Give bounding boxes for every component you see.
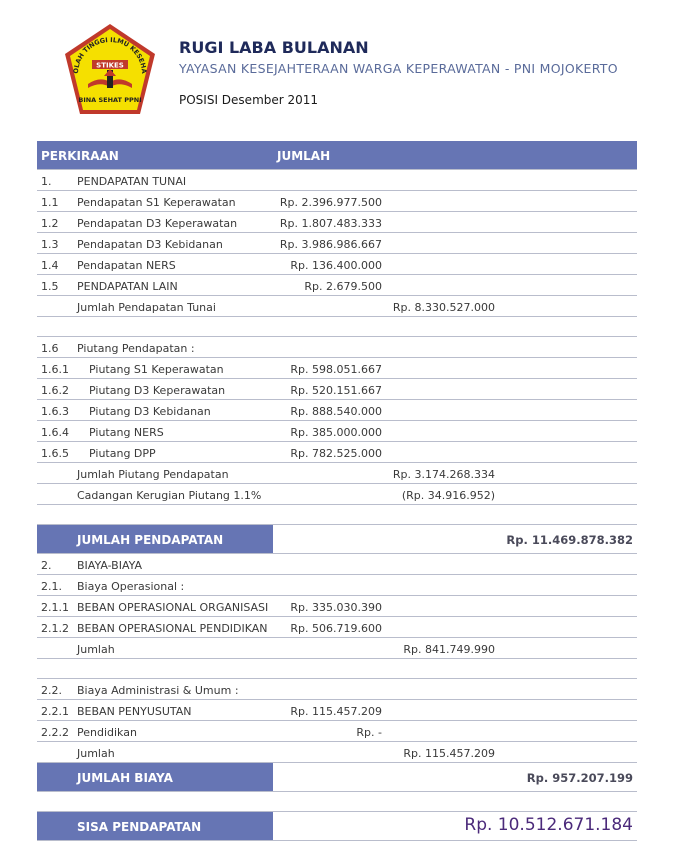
section-row — [37, 679, 637, 700]
row-label: Pendapatan NERS — [77, 259, 176, 272]
spacer-row — [37, 317, 637, 337]
row-label: BIAYA-BIAYA — [77, 559, 143, 572]
row-number: 1.6.1 — [41, 363, 69, 376]
report-title: RUGI LABA BULANAN — [179, 38, 369, 57]
table-row — [37, 254, 637, 275]
total-expense-amount: Rp. 957.207.199 — [526, 771, 633, 785]
header-jumlah: JUMLAH — [277, 149, 331, 163]
row-amount: Rp. 115.457.209 — [290, 705, 382, 718]
row-number: 2.2.1 — [41, 705, 69, 718]
spacer-row — [37, 505, 637, 525]
row-amount: Rp. - — [356, 726, 382, 739]
header-perkiraan: PERKIRAAN — [41, 149, 119, 163]
row-number: 1.6.3 — [41, 405, 69, 418]
total-expense-label: JUMLAH BIAYA — [77, 771, 173, 785]
row-amount: Rp. 3.986.986.667 — [279, 238, 382, 251]
row-total: Rp. 115.457.209 — [403, 747, 495, 760]
row-label: Pendapatan S1 Keperawatan — [77, 196, 236, 209]
income-statement-table — [37, 141, 637, 841]
row-label: PENDAPATAN TUNAI — [77, 175, 187, 188]
row-number: 1. — [41, 175, 52, 188]
subtotal-row — [37, 638, 637, 659]
section-row — [37, 554, 637, 575]
table-row — [37, 617, 637, 638]
logo-bottom-text: BINA SEHAT PPNI — [78, 96, 142, 104]
row-number: 1.3 — [41, 238, 59, 251]
row-amount: Rp. 782.525.000 — [290, 447, 382, 460]
row-number: 1.4 — [41, 259, 59, 272]
net-income-label: SISA PENDAPATAN — [77, 820, 202, 834]
table-row — [37, 212, 637, 233]
row-amount: Rp. 520.151.667 — [290, 384, 382, 397]
row-amount: Rp. 506.719.600 — [290, 622, 382, 635]
subtotal-row — [37, 296, 637, 317]
row-number: 2.2. — [41, 684, 62, 697]
table-row — [37, 721, 637, 742]
row-number: 1.6.4 — [41, 426, 69, 439]
row-number: 2.1.1 — [41, 601, 69, 614]
table-row — [37, 596, 637, 617]
row-number: 1.6 — [41, 342, 59, 355]
table-row — [37, 191, 637, 212]
row-number: 2.2.2 — [41, 726, 69, 739]
section-row — [37, 337, 637, 358]
total-income-amount: Rp. 11.469.878.382 — [506, 533, 633, 547]
stikes-logo — [60, 22, 160, 122]
subtotal-row — [37, 463, 637, 484]
subtotal-row — [37, 742, 637, 763]
row-number: 2.1.2 — [41, 622, 69, 635]
row-label: Cadangan Kerugian Piutang 1.1% — [77, 489, 262, 502]
spacer-row — [37, 792, 637, 812]
table-row — [37, 275, 637, 296]
allowance-row — [37, 484, 637, 505]
row-total: (Rp. 34.916.952) — [401, 489, 495, 502]
net-income-amount: Rp. 10.512.671.184 — [464, 815, 633, 835]
row-label: BEBAN PENYUSUTAN — [77, 705, 192, 718]
table-header — [37, 141, 637, 170]
table-row — [37, 700, 637, 721]
row-amount: Rp. 598.051.667 — [290, 363, 382, 376]
row-total: Rp. 3.174.268.334 — [392, 468, 495, 481]
row-number: 2. — [41, 559, 52, 572]
row-number: 1.2 — [41, 217, 59, 230]
row-number: 1.6.2 — [41, 384, 69, 397]
row-total: Rp. 8.330.527.000 — [392, 301, 495, 314]
row-label: BEBAN OPERASIONAL ORGANISASI — [77, 601, 269, 614]
table-row — [37, 358, 637, 379]
report-subtitle: YAYASAN KESEJAHTERAAN WARGA KEPERAWATAN - PNI MOJOKERTO — [179, 61, 618, 76]
logo-arc-text: OLAH TINGGI ILMU KESEHA — [71, 35, 149, 74]
total-income-band — [37, 525, 637, 554]
row-total: Rp. 841.749.990 — [403, 643, 495, 656]
total-income-label: JUMLAH PENDAPATAN — [77, 533, 224, 547]
row-label: Pendapatan D3 Kebidanan — [77, 238, 223, 251]
row-amount: Rp. 2.679.500 — [304, 280, 382, 293]
report-period: POSISI Desember 2011 — [179, 93, 319, 107]
spacer-row — [37, 659, 637, 679]
table-row — [37, 442, 637, 463]
row-amount: Rp. 2.396.977.500 — [279, 196, 382, 209]
row-label: PENDAPATAN LAIN — [77, 280, 178, 293]
row-label: Pendapatan D3 Keperawatan — [77, 217, 238, 230]
row-label: BEBAN OPERASIONAL PENDIDIKAN — [77, 622, 268, 635]
row-label: Jumlah Pendapatan Tunai — [77, 301, 216, 314]
row-amount: Rp. 335.030.390 — [290, 601, 382, 614]
net-income-band — [37, 812, 637, 841]
row-number: 2.1. — [41, 580, 62, 593]
row-number: 1.1 — [41, 196, 59, 209]
row-number: 1.5 — [41, 280, 59, 293]
row-label: Piutang NERS — [89, 426, 164, 439]
table-row — [37, 421, 637, 442]
table-row — [37, 379, 637, 400]
row-label: Piutang DPP — [89, 447, 156, 460]
table-row — [37, 400, 637, 421]
row-label: Piutang D3 Keperawatan — [89, 384, 226, 397]
row-label: Biaya Administrasi & Umum : — [77, 684, 239, 697]
total-expense-band — [37, 763, 637, 792]
table-row — [37, 233, 637, 254]
logo-center-text: STIKES — [96, 61, 124, 70]
row-label: Jumlah — [77, 747, 115, 760]
row-label: Piutang S1 Keperawatan — [89, 363, 224, 376]
row-label: Pendidikan — [77, 726, 137, 739]
row-label: Piutang D3 Kebidanan — [89, 405, 211, 418]
section-row — [37, 575, 637, 596]
row-amount: Rp. 136.400.000 — [290, 259, 382, 272]
section-row — [37, 170, 637, 191]
row-number: 1.6.5 — [41, 447, 69, 460]
row-amount: Rp. 888.540.000 — [290, 405, 382, 418]
row-label: Biaya Operasional : — [77, 580, 185, 593]
row-label: Jumlah Piutang Pendapatan — [77, 468, 229, 481]
row-amount: Rp. 385.000.000 — [290, 426, 382, 439]
row-label: Piutang Pendapatan : — [77, 342, 195, 355]
row-label: Jumlah — [77, 643, 115, 656]
row-amount: Rp. 1.807.483.333 — [279, 217, 382, 230]
